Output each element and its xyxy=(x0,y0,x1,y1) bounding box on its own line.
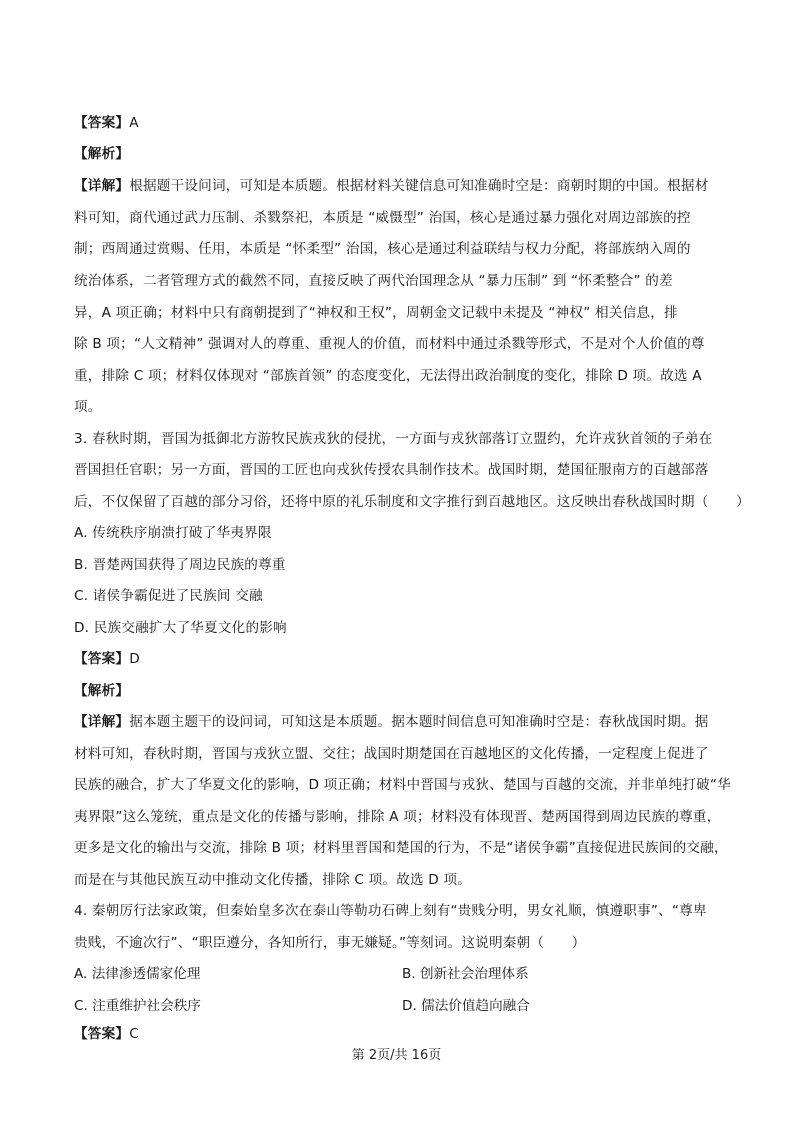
question-stem: 贵贱，不逾次行”、“职臣遵分，各知所行，事无嫌疑。”等刻词。这说明秦朝（ ） xyxy=(74,935,586,951)
answer-line xyxy=(74,1025,139,1043)
option-d: D. 儒法价值趋向融合 xyxy=(402,998,530,1014)
detail-line xyxy=(74,177,709,195)
page-number: 第 2页/共 16页 xyxy=(351,1048,442,1063)
question-stem: 晋国担任官职；另一方面，晋国的工匠也向戎狄传授农具制作技术。战国时期，楚国征服南方的百越部落 xyxy=(74,462,709,478)
answer-value: A xyxy=(129,115,139,131)
detail-text: 除 B 项；“人文精神” 强调对人的尊重、重视人的价值，而材料中通过杀戮等形式，不是对个人价值的尊 xyxy=(74,336,705,352)
question-stem: 后，不仅保留了百越的部分习俗，还将中原的礼乐制度和文字推行到百越地区。这反映出春秋战国时期（ ） xyxy=(74,494,750,510)
answer-line xyxy=(74,650,140,668)
option-b: B. 创新社会治理体系 xyxy=(402,966,529,982)
detail-text: 材料可知，春秋时期，晋国与戎狄立盟、交往；战国时期楚国在百越地区的文化传播，一定程度上促进了 xyxy=(74,746,709,762)
answer-label: 【答案】 xyxy=(74,115,130,131)
option-c: C. 注重维护社会秩序 xyxy=(74,998,201,1014)
option-c: C. 诸侯争霸促进了民族间 交融 xyxy=(74,588,263,604)
detail-label: 【详解】 xyxy=(74,714,130,730)
answer-label: 【答案】 xyxy=(74,651,130,667)
detail-text: 民族的融合，扩大了华夏文化的影响，D 项正确；材料中晋国与戎狄、楚国与百越的交流，并非单纯打破“华 xyxy=(74,777,731,793)
option-a: A. 法律渗透儒家伦理 xyxy=(74,966,201,982)
detail-text: 夷界限”这么笼统，重点是文化的传播与影响，排除 A 项；材料没有体现晋、楚两国得到周边民族的尊重， xyxy=(74,809,721,825)
question-stem: 3. 春秋时期，晋国为抵御北方游牧民族戎狄的侵扰，一方面与戎狄部落订立盟约，允许戎狄首领的子弟在 xyxy=(74,431,713,447)
detail-line xyxy=(74,713,709,731)
detail-text: 而是在与其他民族互动中推动文化传播，排除 C 项。故选 D 项。 xyxy=(74,872,472,888)
detail-text: 异，A 项正确；材料中只有商朝提到了“神权和王权”，周朝金文记载中未提及 “神权” 相关信息，排 xyxy=(74,305,678,321)
detail-text: 重，排除 C 项；材料仅体现对 “部族首领” 的态度变化，无法得出政治制度的变化，排除 D 项。故选 A xyxy=(74,368,702,384)
detail-text: 根据题干设问词，可知是本质题。根据材料关键信息可知准确时空是：商朝时期的中国。根据材 xyxy=(129,178,709,194)
option-b: B. 晋楚两国获得了周边民族的尊重 xyxy=(74,557,286,573)
option-d: D. 民族交融扩大了华夏文化的影响 xyxy=(74,620,287,636)
question-stem: 4. 秦朝厉行法家政策，但秦始皇多次在泰山等勒功石碑上刻有“贵贱分明，男女礼顺，慎遵职事”、“尊卑 xyxy=(74,903,707,919)
detail-text: 制；西周通过赏赐、任用，本质是 “怀柔型” 治国，核心是通过利益联结与权力分配，将部族纳入周的 xyxy=(74,241,691,257)
detail-text: 项。 xyxy=(74,399,102,415)
detail-label: 【详解】 xyxy=(74,178,130,194)
analysis-label: 【解析】 xyxy=(74,146,130,162)
detail-text: 料可知，商代通过武力压制、杀戮祭祀，本质是 “威慑型” 治国，核心是通过暴力强化对周边部族的控 xyxy=(74,210,691,226)
analysis-label: 【解析】 xyxy=(74,683,130,699)
answer-value: D xyxy=(129,651,140,667)
detail-text: 统治体系，二者管理方式的截然不同，直接反映了两代治国理念从 “暴力压制” 到 “怀柔整合” 的差 xyxy=(74,273,673,289)
detail-text: 据本题主题干的设问词，可知这是本质题。据本题时间信息可知准确时空是：春秋战国时期。据 xyxy=(129,714,709,730)
option-a: A. 传统秩序崩溃打破了华夷界限 xyxy=(74,525,272,541)
answer-label: 【答案】 xyxy=(74,1026,130,1042)
answer-line xyxy=(74,114,139,132)
answer-value: C xyxy=(129,1026,139,1042)
detail-text: 更多是文化的输出与交流，排除 B 项；材料里晋国和楚国的行为，不是“诸侯争霸”直接促进民族间的交融， xyxy=(74,840,728,856)
